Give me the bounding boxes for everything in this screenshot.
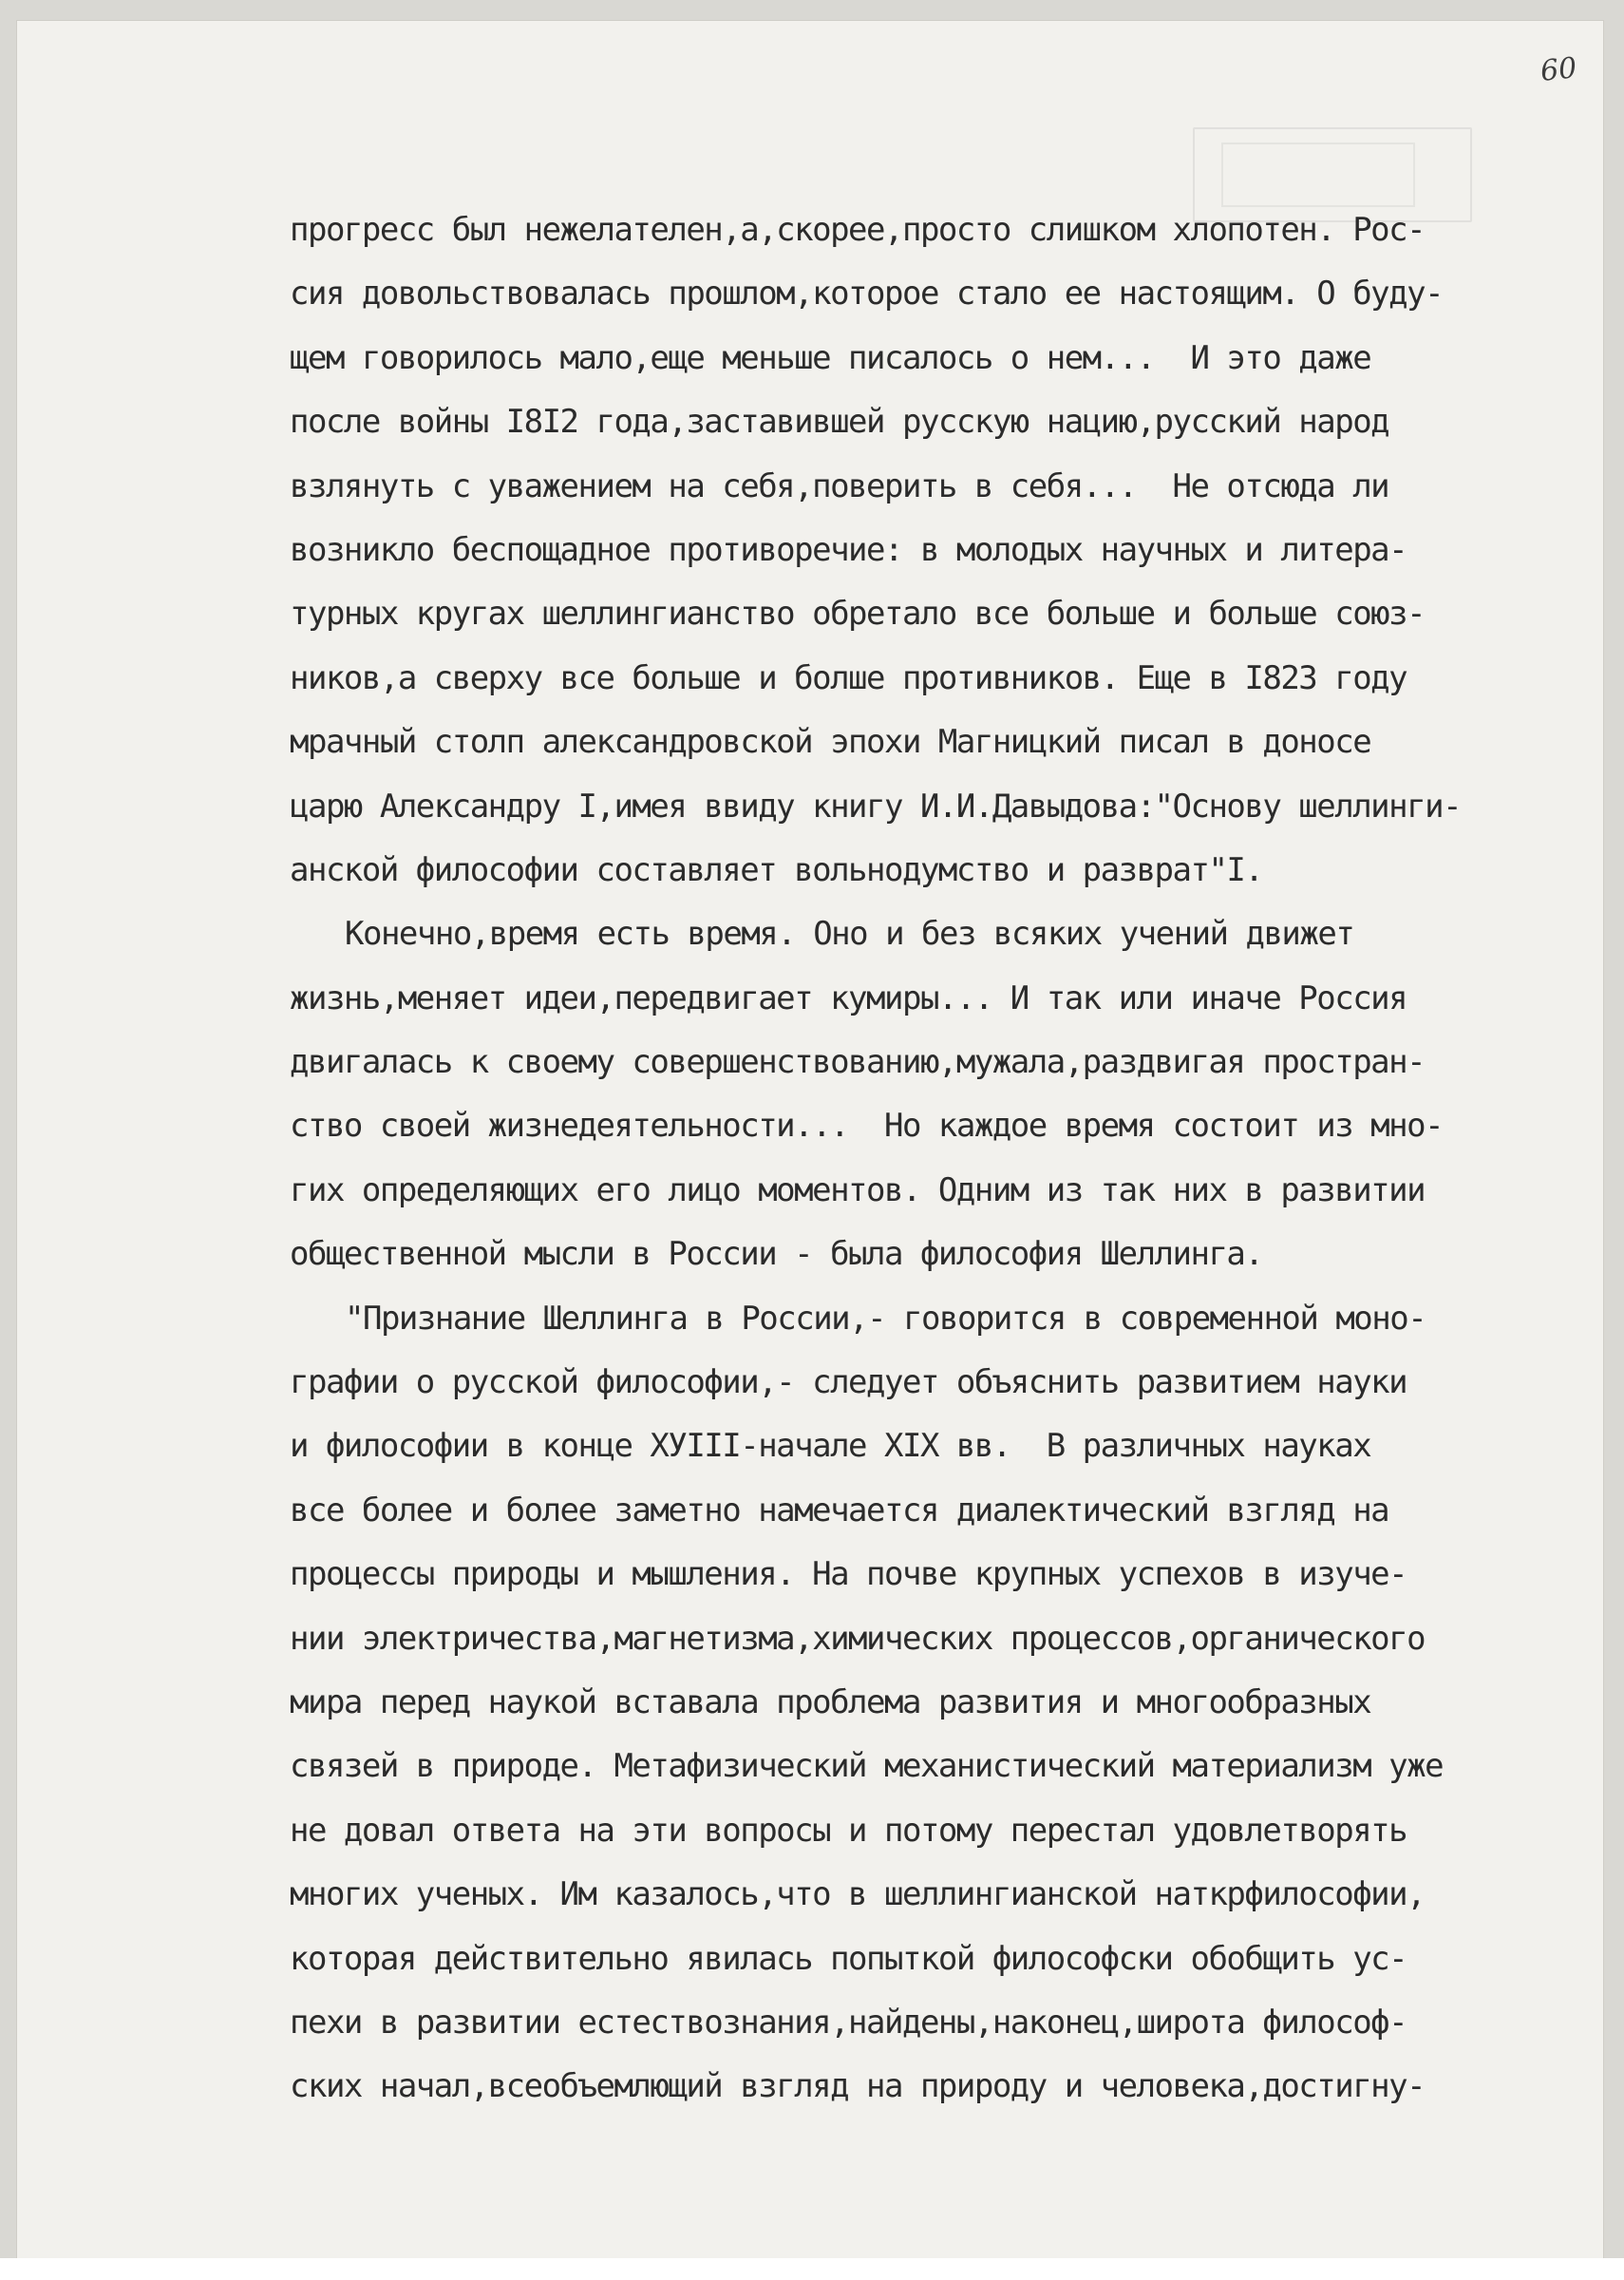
paragraph-start-line: "Признание Шеллинга в России,- говорится в современной моно-: [345, 1299, 1426, 1338]
text-line: нии электричества,магнетизма,химических процессов,органического: [290, 1619, 1426, 1658]
text-line: графии о русской философии,- следует объяснить развитием науки: [290, 1363, 1407, 1402]
text-line: ство своей жизнедеятельности... Но каждое время состоит из мно-: [290, 1107, 1444, 1146]
text-line: общественной мысли в России - была философия Шеллинга.: [290, 1235, 1263, 1274]
page-number: 60: [1539, 51, 1578, 88]
text-line: многих ученых. Им казалось,что в шеллингианской наткрфилософии,: [290, 1875, 1426, 1914]
text-line: двигалась к своему совершенствованию,мужала,раздвигая простран-: [290, 1043, 1426, 1082]
body-text: [290, 199, 1564, 2119]
text-line: ских начал,всеобъемлющий взгляд на природу и человека,достигну-: [290, 2067, 1426, 2106]
text-line: жизнь,меняет идеи,передвигает кумиры... И так или иначе Россия: [290, 978, 1407, 1017]
text-line: анской философии составляет вольнодумство и разврат"I.: [290, 850, 1263, 889]
text-line: связей в природе. Метафизический механистический материализм уже: [290, 1747, 1444, 1786]
text-line: сия довольствовалась прошлом,которое стало ее настоящим. О буду-: [290, 275, 1444, 314]
text-line: ников,а сверху все больше и болше противников. Еще в I823 году: [290, 658, 1407, 697]
text-line: которая действительно явилась попыткой философски обобщить ус-: [290, 1939, 1407, 1978]
scan-border: [0, 2258, 1624, 2280]
text-line: после войны I8I2 года,заставившей русскую нацию,русский народ: [290, 403, 1389, 442]
text-line: пехи в развитии естествознания,найдены,наконец,широта философ-: [290, 2003, 1407, 2042]
text-line: турных кругах шеллингианство обретало все больше и больше союз-: [290, 595, 1426, 634]
text-line: возникло беспощадное противоречие: в молодых научных и литера-: [290, 530, 1407, 569]
text-line: процессы природы и мышления. На почве крупных успехов в изуче-: [290, 1555, 1407, 1594]
text-line: гих определяющих его лицо моментов. Одним из так них в развитии: [290, 1170, 1426, 1209]
faint-stamp-inner: [1221, 142, 1415, 207]
text-line: и философии в конце ХУIII-начале XIX вв. В различных науках: [290, 1427, 1371, 1466]
text-line: не довал ответа на эти вопросы и потому перестал удовлетворять: [290, 1811, 1407, 1850]
text-line: все более и более заметно намечается диалектический взгляд на: [290, 1491, 1389, 1530]
text-line: прогресс был нежелателен,а,скорее,просто слишком хлопотен. Рос-: [290, 211, 1426, 249]
paragraph-start-line: Конечно,время есть время. Оно и без всяких учений движет: [345, 915, 1354, 954]
text-line: взлянуть с уважением на себя,поверить в себя... Не отсюда ли: [290, 466, 1389, 505]
text-line: щем говорилось мало,еще меньше писалось о нем... И это даже: [290, 338, 1371, 377]
text-line: царю Александру I,имея ввиду книгу И.И.Давыдова:"Основу шеллинги-: [290, 787, 1462, 826]
text-line: мрачный столп александровской эпохи Магницкий писал в доносе: [290, 723, 1371, 762]
text-line: мира перед наукой вставала проблема развития и многообразных: [290, 1682, 1371, 1721]
